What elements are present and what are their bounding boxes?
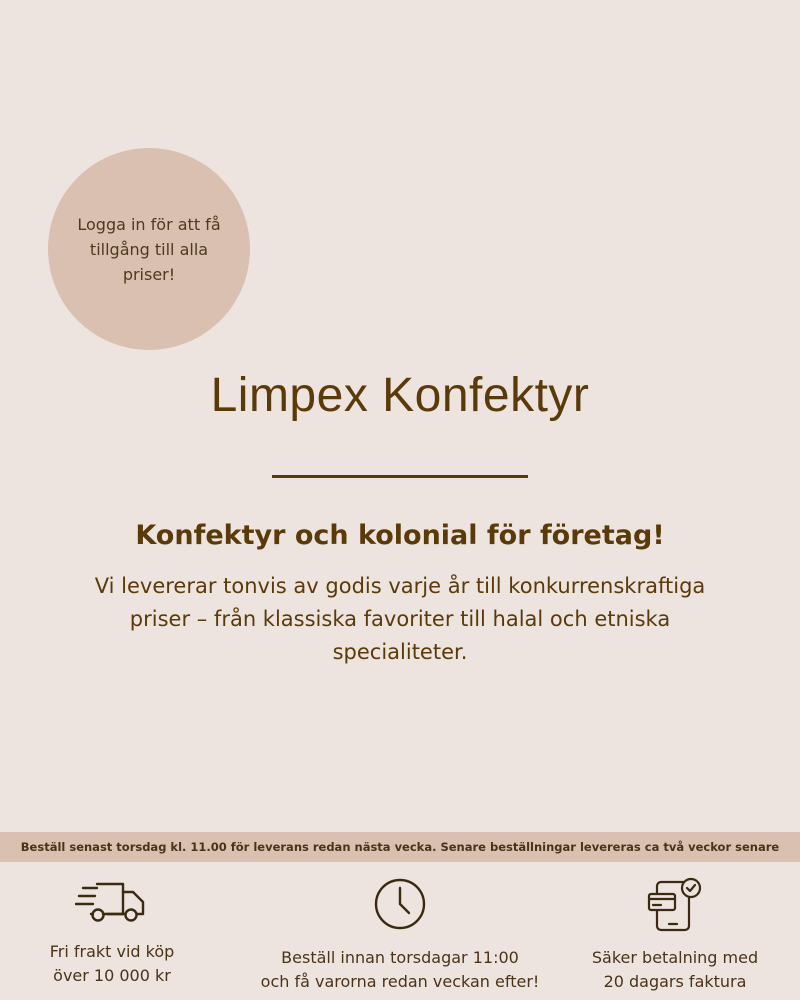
clock-icon bbox=[373, 876, 427, 932]
brand-title: Limpex Konfektyr bbox=[210, 369, 590, 422]
order-deadline-notice-bar bbox=[0, 832, 800, 862]
usp-free-shipping-line2: över 10 000 kr bbox=[53, 966, 171, 985]
usp-order-deadline-line1: Beställ innan torsdagar 11:00 bbox=[281, 948, 519, 967]
usp-secure-payment-line2: 20 dagars faktura bbox=[603, 972, 747, 991]
usp-free-shipping bbox=[22, 876, 202, 988]
hero-intro-text: Vi levererar tonvis av godis varje år till konkurrenskraftiga priser – från klassiska favoriter till halal och etniska specialiteter. bbox=[94, 574, 706, 664]
mobile-payment-icon bbox=[647, 876, 703, 932]
login-prompt-text: Logga in för att få tillgång till alla priser! bbox=[77, 214, 221, 284]
usp-secure-payment-line1: Säker betalning med bbox=[591, 948, 759, 967]
title-divider bbox=[272, 475, 528, 478]
usp-secure-payment bbox=[575, 876, 775, 994]
usp-free-shipping-line1: Fri frakt vid köp bbox=[49, 942, 175, 961]
usp-order-deadline bbox=[240, 876, 560, 994]
delivery-truck-icon bbox=[75, 876, 149, 926]
usp-order-deadline-line2: och få varorna redan veckan efter! bbox=[260, 972, 540, 991]
order-deadline-notice-text: Beställ senast torsdag kl. 11.00 för leverans redan nästa vecka. Senare beställningar levereras ca två veckor senare bbox=[20, 840, 780, 854]
hero-subtitle: Konfektyr och kolonial för företag! bbox=[135, 520, 665, 551]
login-prompt-bubble[interactable] bbox=[48, 148, 250, 350]
